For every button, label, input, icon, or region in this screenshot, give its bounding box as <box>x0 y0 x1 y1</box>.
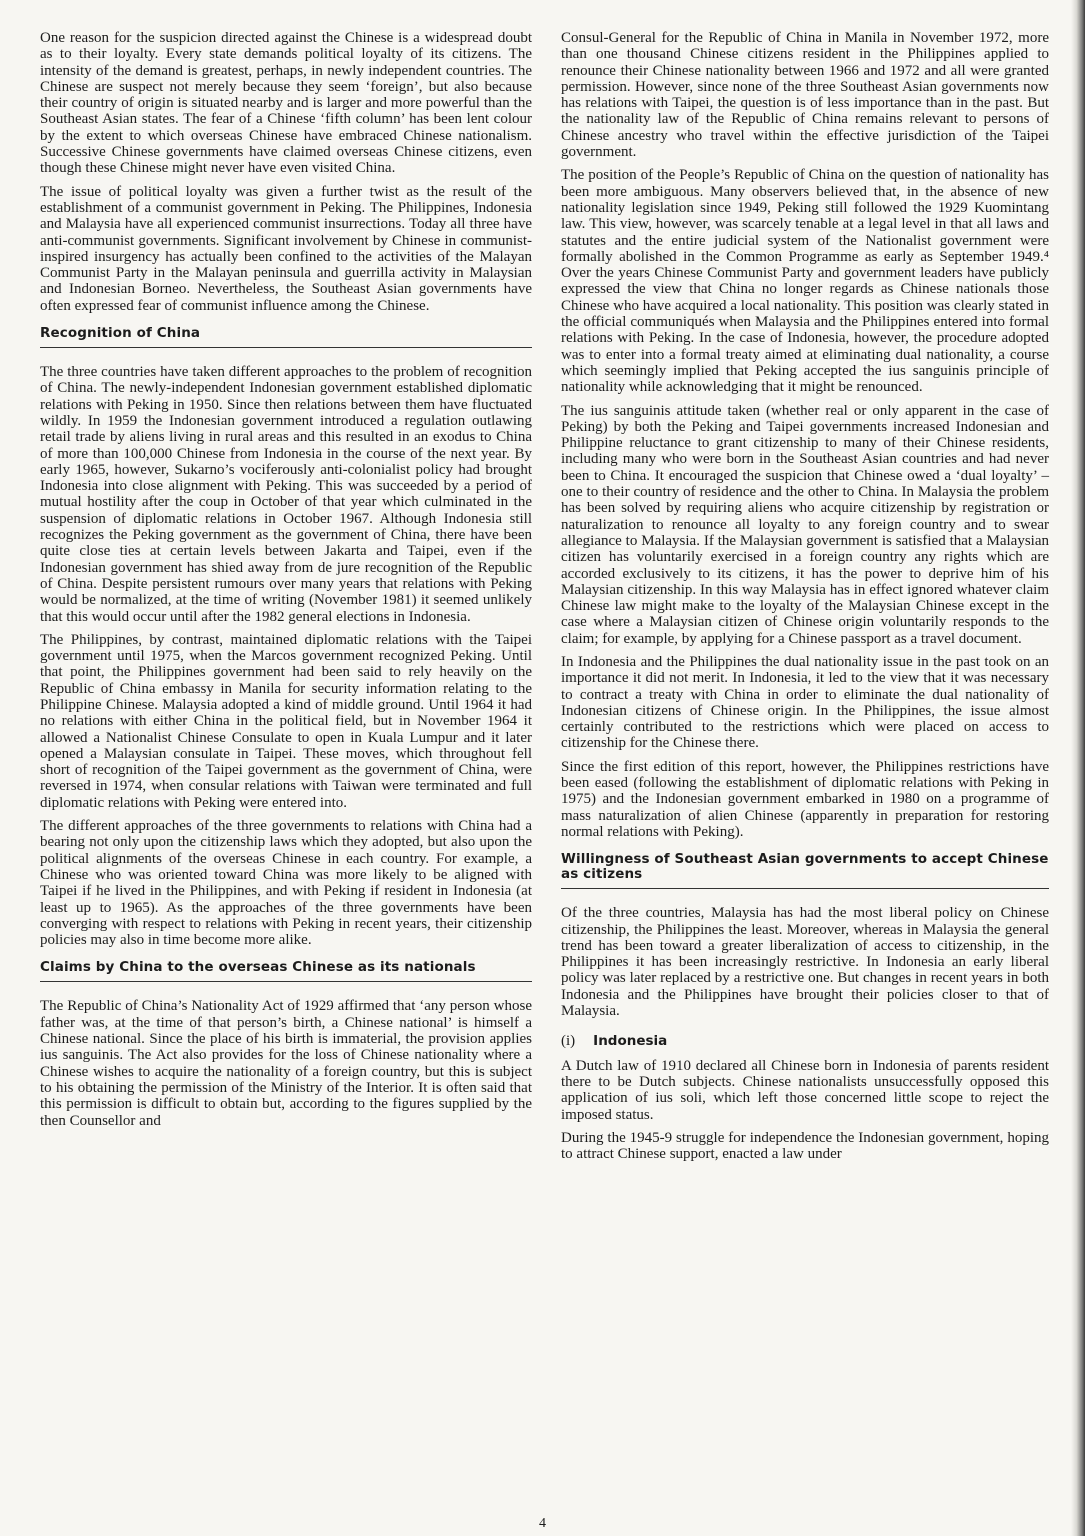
paragraph: One reason for the suspicion directed against the Chinese is a widespread doubt as to their loyalty. Every state demands political loyalty of its citizens. The intensity of the demand is greatest, perhaps, in newly independent countries. The Chinese are suspect not merely because they seem ‘foreign’, but also because their country of origin is situated nearby and is larger and more powerful than the Southeast Asian states. The fear of a Chinese ‘fifth column’ has been lent colour by the extent to which overseas Chinese have embraced Chinese nationalism. Successive Chinese governments have claimed overseas Chinese citizens, even though these Chinese might never have even visited China. <box>40 30 532 177</box>
paragraph: The issue of political loyalty was given a further twist as the result of the establishment of a communist government in Peking. The Philippines, Indonesia and Malaysia have all experienced communist insurrections. Today all three have anti-communist governments. Significant involvement by Chinese in communist-inspired insurgency has actually been confined to the activities of the Malayan Communist Party in the Malayan peninsula and guerrilla activity in Malaysian and Indonesian Borneo. Nevertheless, the Southeast Asian governments have often expressed fear of communist influence among the Chinese. <box>40 183 532 314</box>
paragraph: The Republic of China’s Nationality Act of 1929 affirmed that ‘any person whose father was, at the time of that person’s birth, a Chinese national’ is himself a Chinese national. Since the place of his birth is immaterial, the provision applies ius sanguinis. The Act also provides for the loss of Chinese nationality where a Chinese wishes to acquire the nationality of a foreign country, but this is subject to his obtaining the permission of the Ministry of the Interior. It is often said that this permission is difficult to obtain but, according to the figures supplied by the then Counsellor and <box>40 998 532 1129</box>
paragraph: Since the first edition of this report, however, the Philippines restrictions have been eased (following the establishment of diplomatic relations with Peking in 1975) and the Indonesian government embarked in 1980 on a programme of mass naturalization of alien Chinese (apparently in preparation for restoring normal relations with Peking). <box>561 758 1049 840</box>
subsection-label: Indonesia <box>593 1033 668 1050</box>
paragraph: A Dutch law of 1910 declared all Chinese born in Indonesia of parents resident there to be Dutch subjects. Chinese nationalists unsuccessfully opposed this application of ius soli, which left those concerned little scope to reject the imposed status. <box>561 1057 1049 1123</box>
section-heading-recognition-of-china: Recognition of China <box>40 326 532 348</box>
subsection-number: (i) <box>561 1033 576 1050</box>
paragraph: During the 1945-9 struggle for independence the Indonesian government, hoping to attract Chinese support, enacted a law under <box>561 1129 1049 1163</box>
paragraph: The different approaches of the three governments to relations with China had a bearing not only upon the citizenship laws which they adopted, but also upon the political alignments of the overseas Chinese in each country. For example, a Chinese who was oriented toward China was more likely to be aligned with Taipei if he lived in the Philippines, and with Peking if resident in Indonesia (at least up to 1965). As the approaches of the three governments have been converging with respect to relations with Peking in recent years, their citizenship policies may also in time become more alike. <box>40 818 532 949</box>
paragraph: The three countries have taken different approaches to the problem of recognition of China. The newly-independent Indonesian government established diplomatic relations with Peking in 1950. Since then relations between them have fluctuated wildly. In 1959 the Indonesian government introduced a regulation outlawing retail trade by aliens living in rural areas and this resulted in an exodus to China of more than 100,000 Chinese from Indonesia in the course of the next year. By early 1965, however, Sukarno’s vociferously anti-colonialist policy had brought Indonesia into close alignment with Peking. This was succeeded by a period of mutual hostility after the coup in October of that year which culminated in the suspension of diplomatic relations in October 1967. Although Indonesia still recognizes the Peking government as the government of China, there have been quite close ties at certain levels between Jakarta and Taipei, even if the Indonesian government has shied away from de jure recognition of the Republic of China. Despite persistent rumours over many years that relations with Peking would be normalized, at the time of writing (November 1981) it seemed unlikely that this would occur until after the 1982 general elections in Indonesia. <box>40 364 532 625</box>
paragraph: Consul-General for the Republic of China in Manila in November 1972, more than one thousand Chinese citizens resident in the Philippines applied to renounce their Chinese nationality between 1966 and 1972 and all were granted permission. However, since none of the three Southeast Asian governments now has relations with Taipei, the question is of less importance than in the past. But the nationality law of the Republic of China remains relevant to persons of Chinese ancestry who travel within the effective jurisdiction of the Taipei government. <box>561 30 1049 161</box>
page-edge-shadow <box>1071 0 1085 1536</box>
page-number: 4 <box>539 1516 546 1531</box>
paragraph: Of the three countries, Malaysia has had the most liberal policy on Chinese citizenship, the Philippines the least. Moreover, whereas in Malaysia the general trend has been toward a greater liberalization of access to citizenship, in the Philippines it has been increasingly restrictive. In Indonesia an early liberal policy was later replaced by a restrictive one. But changes in recent years in both Indonesia and the Philippines have brought their policies closer to that of Malaysia. <box>561 905 1049 1020</box>
left-column <box>40 30 532 1136</box>
section-heading-claims-by-china: Claims by China to the overseas Chinese as its nationals <box>40 960 532 982</box>
paragraph: The Philippines, by contrast, maintained diplomatic relations with the Taipei government until 1975, when the Marcos government recognized Peking. Until that point, the Philippines government had been said to rely heavily on the Republic of China embassy in Manila for security information relating to the Philippine Chinese. Malaysia adopted a kind of middle ground. Until 1964 it had no relations with either China in the political field, but in November 1964 it allowed a Nationalist Chinese Consulate to open in Kuala Lumpur and it later opened a Malaysian consulate in Taipei. These moves, which throughout fell short of recognition of the Taipei government as the government of China, were reversed in 1974, when consular relations with Taiwan were terminated and full diplomatic relations with Peking were entered into. <box>40 631 532 811</box>
paragraph: The ius sanguinis attitude taken (whether real or only apparent in the case of Peking) by both the Peking and Taipei governments increased Indonesian and Philippine reluctance to grant citizenship to many of their Chinese residents, including many who were born in the Southeast Asian countries and had never been to China. It encouraged the suspicion that Chinese owed a ‘dual loyalty’ – one to their country of residence and the other to China. In Malaysia the problem has been solved by requiring aliens who acquire citizenship by registration or naturalization to renounce all loyalty to any foreign country and to swear allegiance to Malaysia. If the Malaysian government is satisfied that a Malaysian citizen has voluntarily exercised in a foreign country any rights which are accorded exclusively to its citizens, it has the power to deprive him of his Malaysian citizenship. In this way Malaysia has in effect ignored whatever claim Chinese law might make to the loyalty of the Malaysian Chinese except in the case where a Malaysian citizen of Chinese origin voluntarily responds to the claim; for example, by applying for a Chinese passport as a travel document. <box>561 402 1049 647</box>
paragraph: In Indonesia and the Philippines the dual nationality issue in the past took on an importance it did not merit. In Indonesia, it led to the view that it was necessary to contract a treaty with China in order to eliminate the dual nationality of Indonesian citizens of Chinese origin. In the Philippines, the issue almost certainly contributed to the restrictions which were placed on access to citizenship for the Chinese there. <box>561 653 1049 752</box>
section-heading-willingness: Willingness of Southeast Asian governments to accept Chinese as citizens <box>561 852 1049 889</box>
subsection-heading-indonesia <box>561 1033 1049 1049</box>
paragraph: The position of the People’s Republic of China on the question of nationality has been more ambiguous. Many observers believed that, in the absence of new nationality legislation since 1949, Peking still followed the 1929 Kuomintang law. This view, however, was scarcely tenable at a legal level in that all laws and statutes and the entire judicial system of the Nationalist government were formally abolished in the Common Programme as early as September 1949.⁴ Over the years Chinese Communist Party and government leaders have publicly expressed the view that China no longer regards as Chinese nationals those Chinese who have acquired a local nationality. This position was clearly stated in the official communiqués when Malaysia and the Philippines entered into formal relations with Peking. In the case of Indonesia, however, the procedure adopted was to enter into a formal treaty aimed at eliminating dual nationality, a course which seemingly implied that Peking accepted the ius sanguinis principle of nationality while acknowledging that it might be renounced. <box>561 167 1049 396</box>
right-column <box>561 30 1049 1169</box>
